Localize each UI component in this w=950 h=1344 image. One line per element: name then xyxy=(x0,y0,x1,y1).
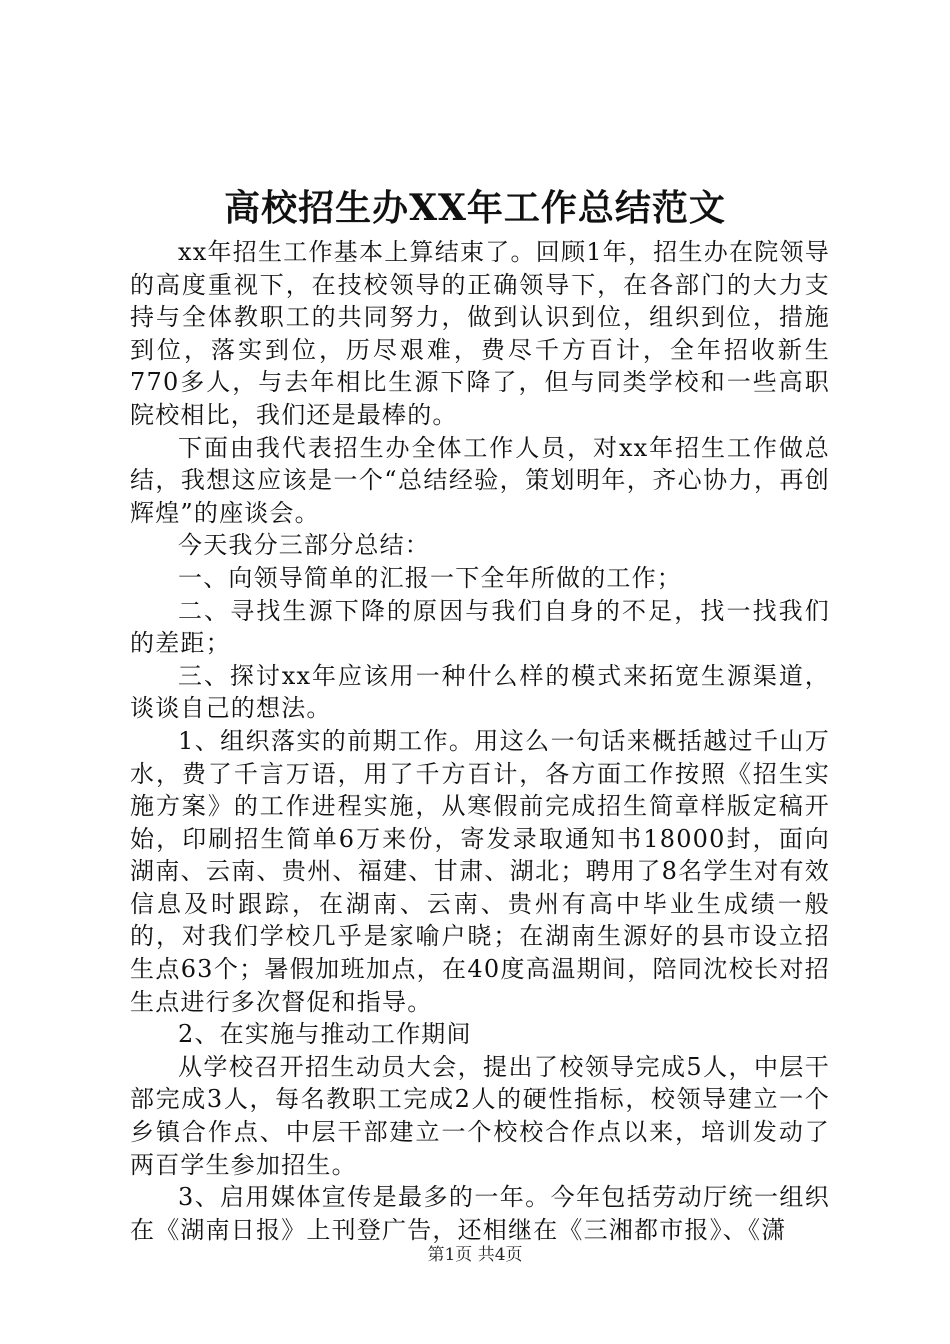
paragraph-section-1: 1、组织落实的前期工作。用这么一句话来概括越过千山万水，费了千言万语，用了千方百计，各方面工作按照《招生实施方案》的工作进程实施，从寒假前完成招生简章样版定稿开始，印刷招生简单6万来份，寄发录取通知书18000封，面向湖南、云南、贵州、福建、甘肃、湖北；聘用了8名学生对有效信息及时跟踪，在湖南、云南、贵州有高中毕业生成绩一般的，对我们学校几乎是家喻户晓；在湖南生源好的县市设立招生点63个；暑假加班加点，在40度高温期间，陪同沈校长对招生点进行多次督促和指导。 xyxy=(130,726,830,1016)
document-body xyxy=(130,236,830,1246)
paragraph-part-two: 二、寻找生源下降的原因与我们自身的不足，找一找我们的差距； xyxy=(130,596,830,658)
page-footer: 第1页 共4页 xyxy=(427,1245,523,1265)
paragraph-section-3: 3、启用媒体宣传是最多的一年。今年包括劳动厅统一组织在《湖南日报》上刊登广告，还相继在《三湘都市报》、《潇 xyxy=(130,1183,830,1244)
paragraph-part-three: 三、探讨xx年应该用一种什么样的模式来拓宽生源渠道，谈谈自己的想法。 xyxy=(130,661,830,723)
paragraph-intro: xx年招生工作基本上算结束了。回顾1年，招生办在院领导的高度重视下，在技校领导的正确领导下，在各部门的大力支持与全体教职工的共同努力，做到认识到位，组织到位，措施到位，落实到位，历尽艰难，费尽千方百计，全年招收新生770多人，与去年相比生源下降了，但与同类学校和一些高职院校相比，我们还是最棒的。 xyxy=(130,238,830,429)
paragraph-section-2-heading: 2、在实施与推动工作期间 xyxy=(178,1020,472,1049)
paragraph-part-one: 一、向领导简单的汇报一下全年所做的工作； xyxy=(178,563,682,592)
paragraph-section-2-body: 从学校召开招生动员大会，提出了校领导完成5人，中层干部完成3人，每名教职工完成2人的硬性指标，校领导建立一个乡镇合作点、中层干部建立一个校校合作点以来，培训发动了两百学生参加招生。 xyxy=(130,1052,830,1179)
paragraph-summary-intro: 下面由我代表招生办全体工作人员，对xx年招生工作做总结，我想这应该是一个“总结经验，策划明年，齐心协力，再创辉煌”的座谈会。 xyxy=(130,433,830,527)
document-title: 高校招生办XX年工作总结范文 xyxy=(224,187,726,229)
paragraph-three-parts: 今天我分三部分总结： xyxy=(178,531,430,560)
